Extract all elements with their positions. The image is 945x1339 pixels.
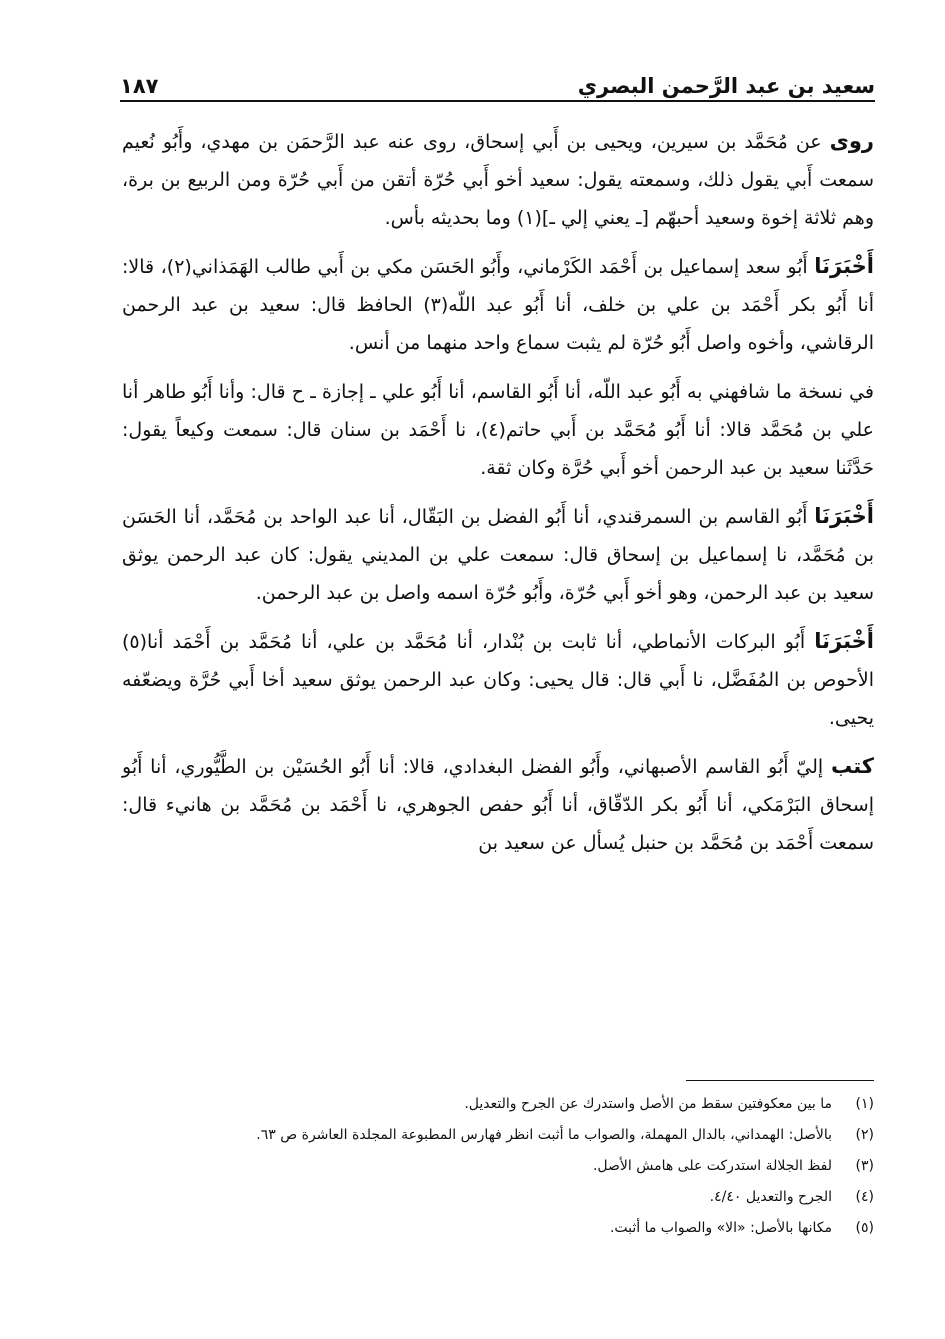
- footnote-number: (٤): [855, 1189, 874, 1205]
- paragraph-text: أَبُو سعد إسماعيل بن أَحْمَد الكَرْماني، وأَبُو الحَسَن مكي بن أَبي طالب الهَمَذاني(٢)، قالا: أنا أَبُو بكر أَحْمَد بن علي بن خلف، أنا أَبُو عبد اللّه(٣) الحافظ قال: سعيد بن عبد الرحمن الرقاشي، وأخوه واصل أَبُو حُرّة لم يثبت سماع واحد منهما من أنس.: [122, 256, 874, 354]
- footnote-text: لفظ الجلالة استدركت على هامش الأصل.: [592, 1158, 832, 1174]
- paragraph: [122, 497, 874, 612]
- paragraph-lead: أَخْبَرَنَا: [814, 629, 874, 653]
- paragraph-text: إليّ أَبُو القاسم الأصبهاني، وأَبُو الفضل البغدادي، قالا: أنا أَبُو الحُسَيْن بن الطَّيُّوري، أنا أَبُو إسحاق البَرْمَكي، أنا أَبُو بكر الدّقّاق، أنا أَبُو حفص الجوهري، نا أَحْمَد بن مُحَمَّد بن هانيء قال: سمعت أَحْمَد بن مُحَمَّد بن حنبل يُسأل عن سعيد بن: [122, 756, 874, 854]
- paragraph-text: أَبُو البركات الأنماطي، أنا ثابت بن بُنْدار، أنا مُحَمَّد بن علي، أنا مُحَمَّد بن أَحْمَد أنا(٥) الأحوص بن المُفَضَّل، نا أَبي قال: قال يحيى: وكان عبد الرحمن يوثق سعيد أخا أَبي حُرَّة ويضعّفه يحيى.: [122, 631, 874, 729]
- footnotes: [122, 1092, 874, 1247]
- footnote: [122, 1154, 874, 1179]
- footnote: [122, 1092, 874, 1117]
- paragraph-text: في نسخة ما شافهني به أَبُو عبد اللّه، أنا أَبُو القاسم، أنا أَبُو علي ـ إجازة ـ ح قال: وأنا أَبُو طاهر أنا علي بن مُحَمَّد قالا: أنا أَبُو مُحَمَّد بن أَبي حاتم(٤)، نا أَحْمَد بن سنان قال: سمعت وكيعاً يقول: حَدَّثَنا سعيد بن عبد الرحمن أخو أَبي حُرَّة وكان ثقة.: [122, 381, 874, 479]
- paragraph-lead: روى: [829, 129, 874, 153]
- paragraph-lead: كتب: [830, 754, 874, 778]
- paragraph: [122, 122, 874, 237]
- footnote-number: (٢): [855, 1127, 874, 1143]
- main-text: [122, 122, 874, 872]
- paragraph: [122, 747, 874, 862]
- footnote-text: بالأصل: الهمداني، بالدال المهملة، والصواب ما أثبت انظر فهارس المطبوعة المجلدة العاشرة ص ٦٣.: [256, 1127, 832, 1143]
- paragraph-lead: أَخْبَرَنَا: [814, 504, 874, 528]
- paragraph-text: عن مُحَمَّد بن سيرين، ويحيى بن أَبي إسحاق، روى عنه عبد الرَّحمَن بن مهدي، وأَبُو نُعيم سمعت أَبي يقول ذلك، وسمعته يقول: سعيد أخو أَبي حُرّة أتقن من أَبي حُرّة ومن الربيع بن برة، وهم ثلاثة إخوة وسعيد أحبهّم [ـ يعني إلي ـ](١) وما بحديثه بأس.: [122, 131, 874, 229]
- footnote-text: ما بين معكوفتين سقط من الأصل واستدرك عن الجرح والتعديل.: [464, 1096, 832, 1112]
- footnote-separator: [686, 1080, 874, 1081]
- header-rule: [120, 100, 875, 102]
- page-number: ١٨٧: [120, 74, 159, 98]
- footnote: [122, 1185, 874, 1210]
- page-header: [120, 58, 875, 98]
- paragraph: [122, 372, 874, 487]
- footnote-text: الجرح والتعديل ٤/٤٠.: [709, 1189, 832, 1205]
- running-title: سعيد بن عبد الرَّحمن البصري: [577, 74, 875, 98]
- paragraph: [122, 247, 874, 362]
- footnote-text: مكانها بالأصل: «الا» والصواب ما أثبت.: [609, 1220, 832, 1236]
- paragraph-lead: أَخْبَرَنَا: [814, 254, 874, 278]
- footnote: [122, 1123, 874, 1148]
- footnote-number: (١): [855, 1096, 874, 1112]
- footnote: [122, 1216, 874, 1241]
- footnote-number: (٣): [855, 1158, 874, 1174]
- footnote-number: (٥): [855, 1220, 874, 1236]
- paragraph-text: أَبُو القاسم بن السمرقندي، أنا أَبُو الفضل بن البَقّال، أنا عبد الواحد بن مُحَمَّد، أنا الحَسَن بن مُحَمَّد، نا إسماعيل بن إسحاق قال: سمعت علي بن المديني يقول: كان عبد الرحمن يوثق سعيد بن عبد الرحمن، وهو أخو أَبي حُرّة، وأَبُو حُرّة اسمه واصل بن عبد الرحمن.: [122, 506, 874, 604]
- paragraph: [122, 622, 874, 737]
